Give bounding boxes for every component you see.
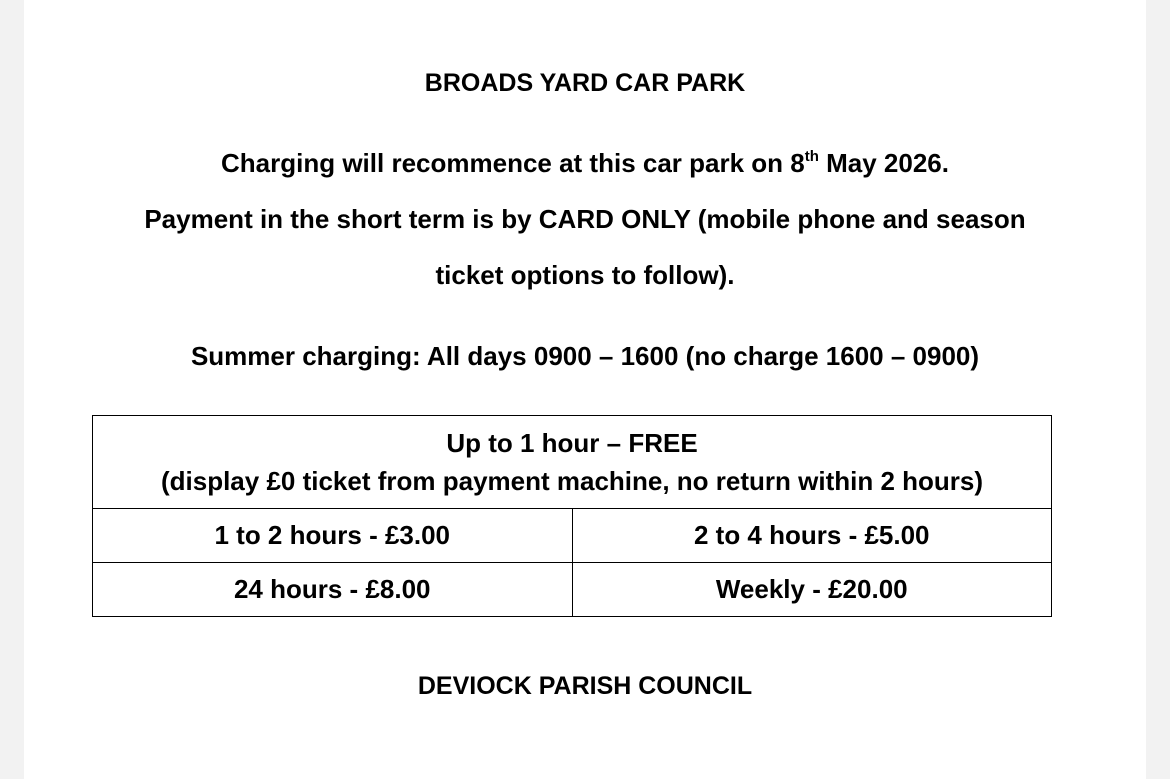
car-park-title: BROADS YARD CAR PARK [424,69,746,97]
payment-notice-line-2: ticket options to follow). [435,260,735,290]
free-parking-label: Up to 1 hour – FREE [446,428,698,458]
tariff-table [92,415,1052,617]
recommence-notice [0,145,1170,186]
free-parking-cell [93,416,1052,509]
recommence-date-rest: May 2026. [818,148,949,178]
free-parking-conditions: (display £0 ticket from payment machine, no return within 2 hours) [160,466,984,496]
rate-cell: Weekly - £20.00 [572,563,1052,617]
rate-cell: 1 to 2 hours - £3.00 [93,509,573,563]
summer-charging-hours: Summer charging: All days 0900 – 1600 (no charge 1600 – 0900) [190,341,980,371]
table-row [93,563,1052,617]
rate-cell: 24 hours - £8.00 [93,563,573,617]
notice-sheet [24,0,1146,779]
payment-notice-line-1: Payment in the short term is by CARD ONLY (mobile phone and season [144,204,1026,234]
free-parking-row [93,416,1052,509]
rate-cell: 2 to 4 hours - £5.00 [572,509,1052,563]
council-signature: DEVIOCK PARISH COUNCIL [417,672,753,700]
recommence-text: Charging will recommence at this car park on 8 [221,148,805,178]
date-ordinal-suffix: th [804,148,819,165]
table-row [93,509,1052,563]
